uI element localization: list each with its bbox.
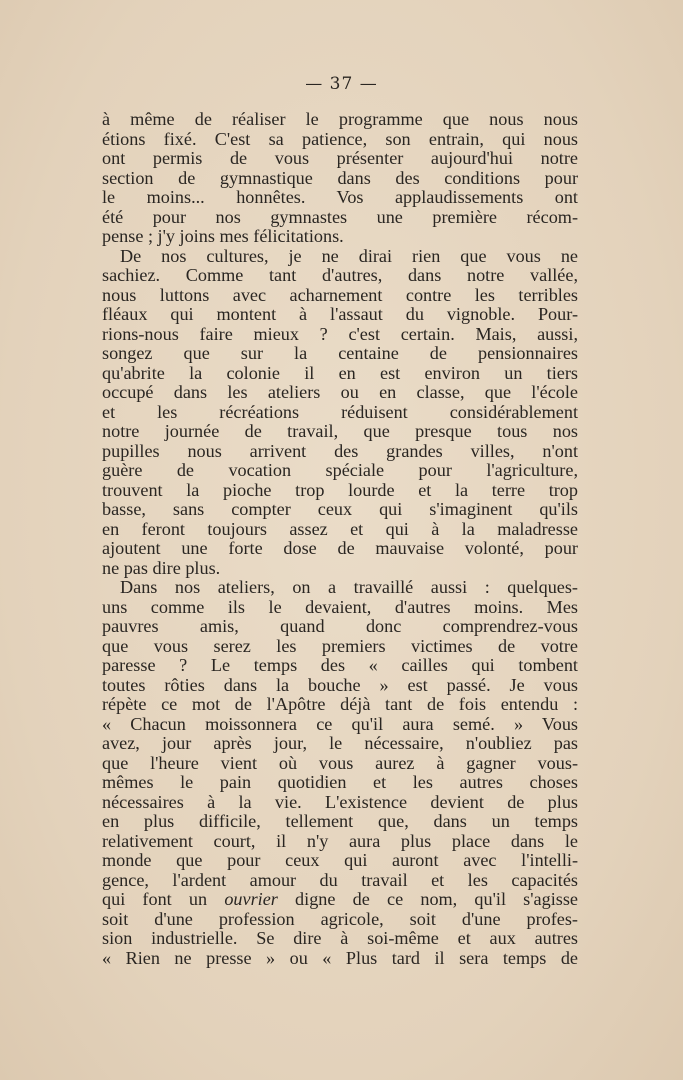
text-line: basse, sans compter ceux qui s'imaginent qu'ils	[102, 499, 578, 519]
text-line: et les récréations réduisent considérablement	[102, 401, 578, 422]
text-line: à même de réaliser le programme que nous nous	[102, 109, 578, 129]
text-line: répète ce mot de l'Apôtre déjà tant de fois entendu :	[102, 694, 578, 714]
text-line: nécessaires à la vie. L'existence devient de plus	[102, 791, 578, 812]
body-text	[102, 110, 578, 968]
text-line: occupé dans les ateliers ou en classe, que l'école	[102, 382, 578, 402]
text-line: toutes rôties dans la bouche » est passé. Je vous	[102, 674, 578, 695]
text-line: que l'heure vient où vous aurez à gagner vous-	[102, 752, 578, 773]
text-line: paresse ? Le temps des « cailles qui tombent	[102, 655, 578, 675]
text-line: le moins... honnêtes. Vos applaudissements ont	[102, 187, 578, 207]
text-line: notre journée de travail, que presque tous nos	[102, 421, 578, 441]
text-line: fléaux qui montent à l'assaut du vignoble. Pour-	[102, 304, 578, 324]
text-line: uns comme ils le devaient, d'autres moins. Mes	[102, 596, 578, 617]
text-line: été pour nos gymnastes une première récom-	[102, 206, 578, 227]
text-line: pense ; j'y joins mes félicitations.	[102, 226, 344, 246]
text-line: sachiez. Comme tant d'autres, dans notre vallée,	[102, 265, 578, 285]
text-line: avez, jour après jour, le nécessaire, n'oubliez pas	[102, 733, 578, 753]
text-line: rions-nous faire mieux ? c'est certain. Mais, aussi,	[102, 323, 578, 344]
text-line: qui font un ouvrier digne de ce nom, qu'il s'agisse	[102, 889, 578, 909]
text-line: guère de vocation spéciale pour l'agriculture,	[102, 460, 578, 480]
text-line: « Rien ne presse » ou « Plus tard il sera temps de	[102, 947, 578, 968]
italic-word: ouvrier	[224, 889, 278, 909]
text-line: relativement court, il n'y aura plus place dans le	[102, 830, 578, 851]
text-line: en plus difficile, tellement que, dans un temps	[102, 811, 578, 831]
text-line: mêmes le pain quotidien et les autres choses	[102, 772, 578, 792]
text-line: « Chacun moissonnera ce qu'il aura semé. » Vous	[102, 713, 578, 734]
text-line: ne pas dire plus.	[102, 557, 221, 578]
page-number: — 37 —	[305, 74, 378, 94]
text-line: pauvres amis, quand donc comprendrez-vous	[102, 616, 578, 636]
text-line: qu'abrite la colonie il en est environ un tiers	[102, 362, 578, 383]
text-line: ajoutent une forte dose de mauvaise volonté, pour	[102, 538, 578, 558]
text-line: étions fixé. C'est sa patience, son entrain, qui nous	[102, 128, 578, 149]
text-line: De nos cultures, je ne dirai rien que vous ne	[120, 245, 578, 266]
text-line: Dans nos ateliers, on a travaillé aussi : quelques-	[120, 577, 578, 597]
text-line: ont permis de vous présenter aujourd'hui notre	[102, 148, 578, 168]
text-line: pupilles nous arrivent des grandes villes, n'ont	[102, 440, 578, 461]
text-line: monde que pour ceux qui auront avec l'intelli-	[102, 850, 578, 870]
text-line: section de gymnastique dans des conditions pour	[102, 167, 578, 188]
text-line: soit d'une profession agricole, soit d'une profes-	[102, 908, 578, 929]
text-line: songez que sur la centaine de pensionnaires	[102, 343, 578, 363]
text-line: en feront toujours assez et qui à la maladresse	[102, 518, 578, 539]
text-line: trouvent la pioche trop lourde et la terre trop	[102, 479, 578, 500]
text-line: sion industrielle. Se dire à soi-même et aux autres	[102, 928, 578, 948]
text-line: nous luttons avec acharnement contre les terribles	[102, 284, 578, 305]
text-line: gence, l'ardent amour du travail et les capacités	[102, 869, 578, 890]
text-line: que vous serez les premiers victimes de votre	[102, 635, 578, 656]
